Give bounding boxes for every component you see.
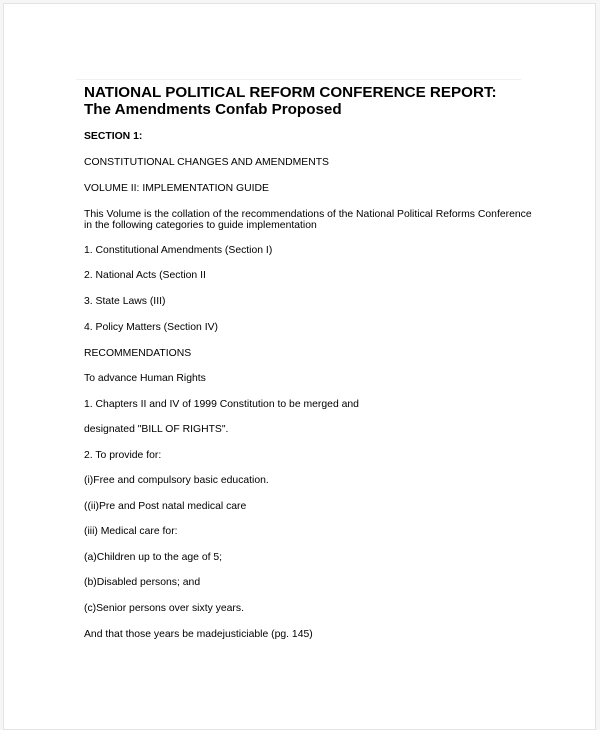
subheading: CONSTITUTIONAL CHANGES AND AMENDMENTS [84, 157, 329, 168]
provision-item: (iii) Medical care for: [84, 526, 178, 537]
title-line-1: NATIONAL POLITICAL REFORM CONFERENCE REPORT: [84, 84, 497, 101]
title-line-2: The Amendments Confab Proposed [84, 101, 342, 118]
category-item: 3. State Laws (III) [84, 296, 166, 307]
intro-line-1: This Volume is the collation of the recommendations of the National Political Reforms Conference [84, 209, 532, 220]
category-item: 4. Policy Matters (Section IV) [84, 322, 218, 333]
intro-line-2: in the following categories to guide implementation [84, 220, 317, 231]
closing-line: And that those years be madejusticiable (pg. 145) [84, 629, 313, 640]
document-page [3, 3, 596, 730]
top-rule [76, 79, 521, 80]
category-item: 2. National Acts (Section II [84, 270, 206, 281]
provide-for: 2. To provide for: [84, 450, 162, 461]
section-heading: SECTION 1: [84, 131, 143, 142]
human-rights-heading: To advance Human Rights [84, 373, 206, 384]
recommendations-heading: RECOMMENDATIONS [84, 348, 192, 359]
provision-item: (i)Free and compulsory basic education. [84, 475, 269, 486]
chapters-line-1: 1. Chapters II and IV of 1999 Constitution to be merged and [84, 399, 359, 410]
volume-heading: VOLUME II: IMPLEMENTATION GUIDE [84, 183, 269, 194]
chapters-line-2: designated "BILL OF RIGHTS". [84, 424, 229, 435]
provision-item: ((ii)Pre and Post natal medical care [84, 501, 247, 512]
provision-item: (c)Senior persons over sixty years. [84, 603, 244, 614]
document-title [84, 84, 497, 118]
provision-item: (b)Disabled persons; and [84, 577, 201, 588]
provision-item: (a)Children up to the age of 5; [84, 552, 223, 563]
category-item: 1. Constitutional Amendments (Section I) [84, 245, 273, 256]
